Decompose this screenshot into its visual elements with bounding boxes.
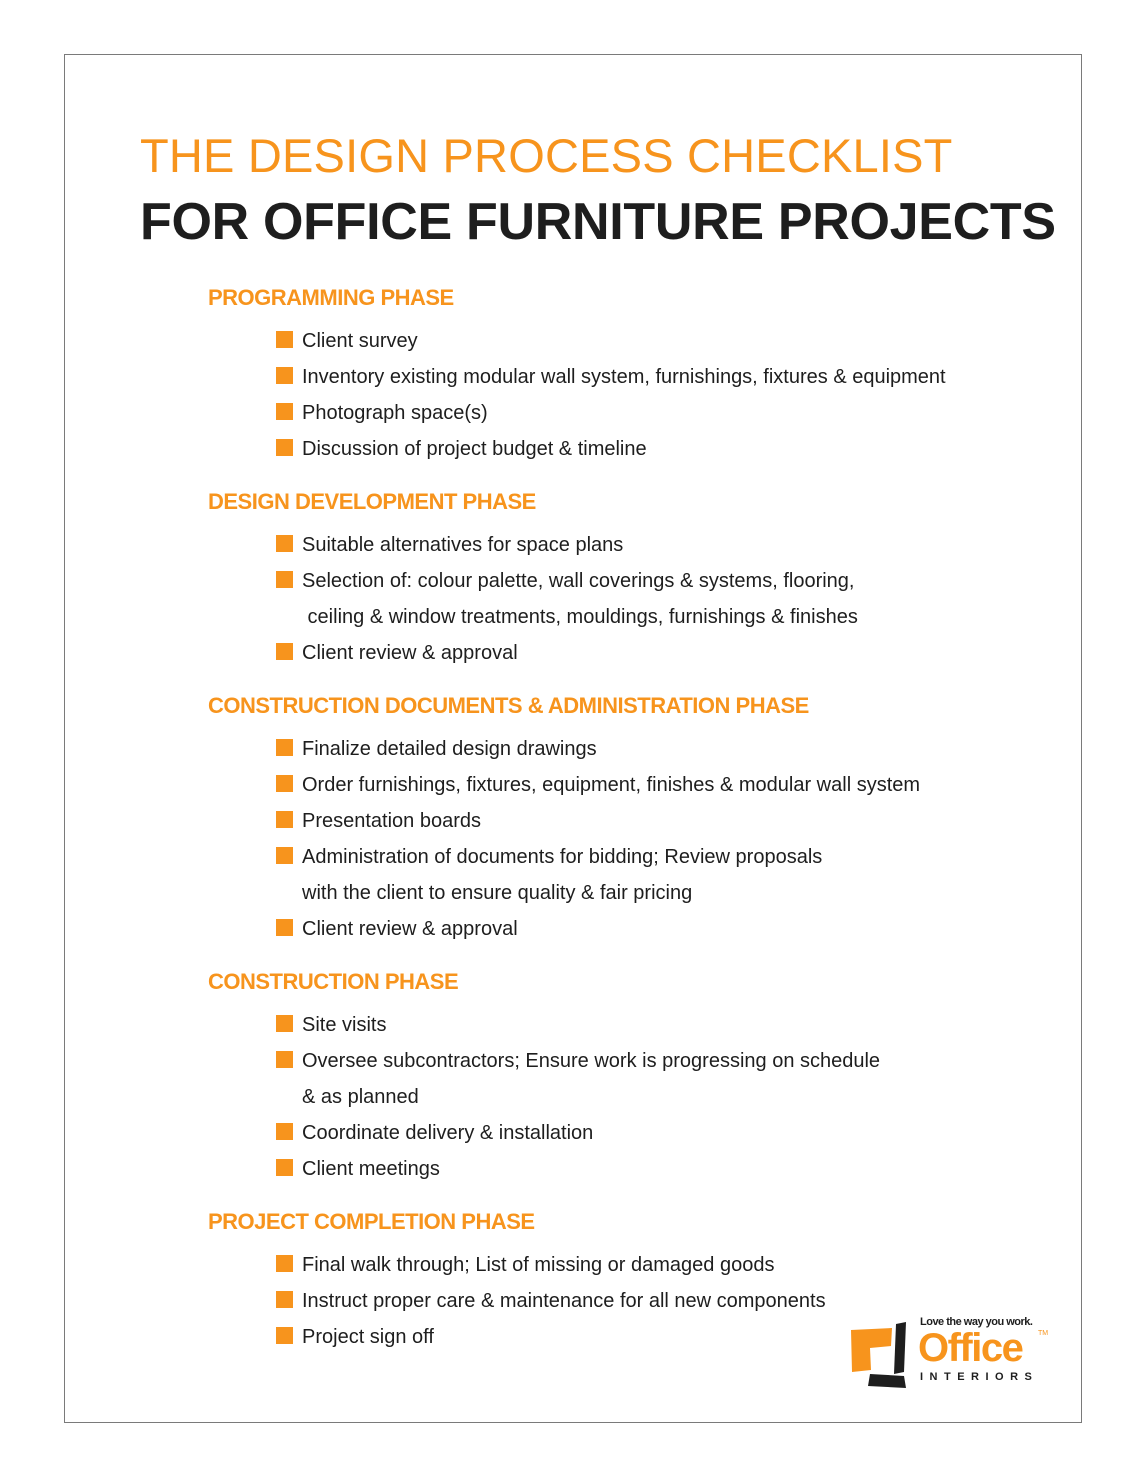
section-project-completion-phase <box>208 1211 826 1355</box>
item-text: Oversee subcontractors; Ensure work is progressing on schedule <box>302 1050 881 1072</box>
orange-square-icon <box>276 535 293 552</box>
section-heading: PROJECT COMPLETION PHASE <box>208 1209 535 1234</box>
checklist-item <box>208 635 858 671</box>
checklist-item <box>208 1151 880 1187</box>
checklist-item <box>208 1247 826 1283</box>
orange-square-icon <box>276 1291 293 1308</box>
logo-brand: Office <box>918 1326 1023 1370</box>
item-text: Client review & approval <box>302 642 518 664</box>
item-text: Finalize detailed design drawings <box>302 738 597 760</box>
checklist-item <box>208 323 946 359</box>
orange-square-icon <box>276 643 293 660</box>
item-continuation: & as planned <box>302 1086 419 1108</box>
item-text: Client survey <box>302 330 418 352</box>
item-continuation: ceiling & window treatments, mouldings, furnishings & finishes <box>302 606 858 628</box>
checklist-item <box>208 803 920 839</box>
orange-square-icon <box>276 847 293 864</box>
section-programming-phase <box>208 287 946 467</box>
checklist-item <box>208 1319 826 1355</box>
item-text: Suitable alternatives for space plans <box>302 534 624 556</box>
section-construction-documents-phase <box>208 695 920 947</box>
orange-square-icon <box>276 919 293 936</box>
orange-square-icon <box>276 367 293 384</box>
orange-square-icon <box>276 1255 293 1272</box>
checklist-item <box>208 1115 880 1151</box>
orange-square-icon <box>276 1051 293 1068</box>
orange-square-icon <box>276 1159 293 1176</box>
orange-square-icon <box>276 811 293 828</box>
checklist-item <box>208 431 946 467</box>
checklist-item <box>208 911 920 947</box>
item-text: Presentation boards <box>302 810 482 832</box>
orange-square-icon <box>276 1123 293 1140</box>
title-line-1: THE DESIGN PROCESS CHECKLIST <box>140 129 953 182</box>
orange-square-icon <box>276 439 293 456</box>
item-text: Administration of documents for bidding; Review proposals <box>302 846 823 868</box>
orange-square-icon <box>276 403 293 420</box>
item-text: Site visits <box>302 1014 387 1036</box>
title-line-2: FOR OFFICE FURNITURE PROJECTS <box>140 193 1056 251</box>
checklist-item <box>208 395 946 431</box>
checklist-item <box>208 1007 880 1043</box>
checklist-item <box>208 563 858 599</box>
section-design-development-phase <box>208 491 858 671</box>
section-construction-phase <box>208 971 880 1187</box>
checklist-item <box>208 1043 880 1079</box>
logo-subtitle: INTERIORS <box>920 1371 1039 1383</box>
item-text: Project sign off <box>302 1326 434 1348</box>
item-text: Discussion of project budget & timeline <box>302 438 647 460</box>
checklist-item <box>208 527 858 563</box>
item-text: Inventory existing modular wall system, furnishings, fixtures & equipment <box>302 366 946 388</box>
section-heading: CONSTRUCTION DOCUMENTS & ADMINISTRATION PHASE <box>208 693 809 718</box>
section-heading: CONSTRUCTION PHASE <box>208 969 459 994</box>
item-text: Instruct proper care & maintenance for all new components <box>302 1290 826 1312</box>
logo-trademark: TM <box>1038 1330 1049 1337</box>
office-interiors-logo <box>848 1312 1048 1392</box>
orange-square-icon <box>276 1015 293 1032</box>
checklist-item <box>208 731 920 767</box>
checklist-item <box>208 767 920 803</box>
item-text: Selection of: colour palette, wall coverings & systems, flooring, <box>302 570 855 592</box>
item-text: Final walk through; List of missing or damaged goods <box>302 1254 775 1276</box>
item-continuation: with the client to ensure quality & fair pricing <box>302 882 693 904</box>
orange-square-icon <box>276 331 293 348</box>
checklist-item <box>208 359 946 395</box>
orange-square-icon <box>276 571 293 588</box>
checklist-item <box>208 839 920 875</box>
section-heading: DESIGN DEVELOPMENT PHASE <box>208 489 536 514</box>
orange-square-icon <box>276 1327 293 1344</box>
item-text: Order furnishings, fixtures, equipment, finishes & modular wall system <box>302 774 921 796</box>
section-heading: PROGRAMMING PHASE <box>208 285 454 310</box>
item-text: Client review & approval <box>302 918 518 940</box>
item-text: Client meetings <box>302 1158 440 1180</box>
logo-tagline: Love the way you work. <box>920 1316 1033 1328</box>
orange-square-icon <box>276 775 293 792</box>
item-text: Coordinate delivery & installation <box>302 1122 594 1144</box>
orange-square-icon <box>276 739 293 756</box>
item-text: Photograph space(s) <box>302 402 488 424</box>
checklist-item <box>208 1283 826 1319</box>
logo-mark-icon <box>848 1312 918 1392</box>
